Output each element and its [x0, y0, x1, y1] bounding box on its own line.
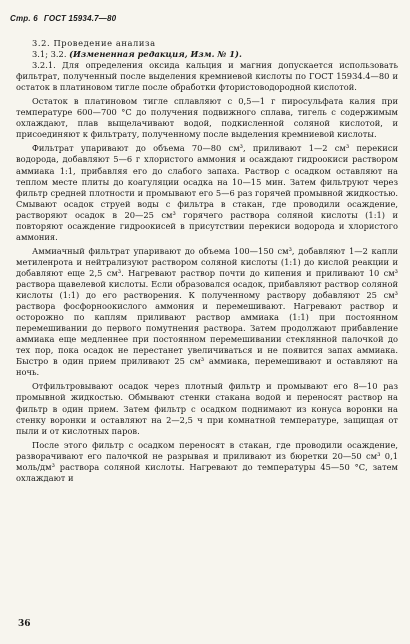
paragraph: Фильтрат упаривают до объема 70—80 см³, приливают 1—2 см³ перекиси водорода, добавляют 5—6 г хлористого аммония и осаждают гидроокиси раствором аммиака 1:1, прибавляя его до слабого запаха. Раствор с осадком оставляют на теплом месте плиты до коагуляции осадка на 10—15 мин. Затем фильтруют через фильтр средней плотности и промывают его 5—6 раз горячей промывной жидкостью. Смывают осадок струей воды с фильтра в стакан, где проводили осаждение, растворяют осадок в 20—25 см³ горячего раствора соляной кислоты (1:1) и повторяют осаждение гидроокисей в присутствии перекиси водорода и хлористого аммония.	[16, 143, 398, 242]
document-body	[16, 38, 398, 484]
amendment-note	[16, 49, 398, 60]
page-number: 36	[18, 619, 31, 629]
paragraph: Аммиачный фильтрат упаривают до объема 100—150 см³, добавляют 1—2 капли метиленрота и нейтрализуют раствором соляной кислоты (1:1) до кислой реакции и добавляют еще 2,5 см³. Нагревают раствор почти до кипения и приливают 10 см³ раствора щавелевой кислоты. Если образовался осадок, прибавляют раствор соляной кислоты (1:1) до его растворения. К полученному раствору добавляют 25 см³ раствора фосфорноокислого аммония и перемешивают. Нагревают раствор и осторожно по каплям приливают раствор аммиака (1:1) при постоянном перемешивании до первого помутнения раствора. Затем продолжают прибавление аммиака еще медленнее при постоянном перемешивании стеклянной палочкой до тех пор, пока осадок не перестанет увеличиваться и не появится запах аммиака. Быстро в один прием приливают 25 см³ аммиака, перемешивают и оставляют на ночь.	[16, 245, 398, 378]
page-label: Стр. 6	[10, 14, 38, 23]
paragraph: Остаток в платиновом тигле сплавляют с 0,5—1 г пиросульфата калия при температуре 600—700 °С до получения подвижного сплава, тигель с содержимым охлаждают, плав выщелачивают водой, подкисленной соляной кислотой, и присоединяют к фильтрату, полученному после выделения кремниевой кислоты.	[16, 96, 398, 140]
page-header	[10, 14, 116, 23]
paragraph: После этого фильтр с осадком переносят в стакан, где проводили осаждение, разворачивают его палочкой не разрывая и приливают из бюретки 20—50 см³ 0,1 моль/дм³ раствора соляной кислоты. Нагревают до температуры 45—50 °С, затем охлаждают и	[16, 439, 398, 483]
paragraph: Отфильтровывают осадок через плотный фильтр и промывают его 8—10 раз промывной жидкостью. Обмывают стенки стакана водой и переносят раствор на фильтр в один прием. Затем фильтр с осадком поднимают из конуса воронки на стенку воронки и оставляют на 2—2,5 ч при комнатной температуре, защищая от пыли и от кислотных паров.	[16, 381, 398, 436]
section-title: 3.2. Проведение анализа	[32, 38, 156, 48]
standard-number: ГОСТ 15934.7—80	[43, 14, 117, 23]
paragraph: 3.2.1. Для определения оксида кальция и магния допускается использовать фильтрат, полученный после выделения кремниевой кислоты по ГОСТ 15934.4—80 и остаток в платиновом тигле после обработки фтористоводородной кислотой.	[16, 60, 398, 93]
amendment-prefix: 3.1; 3.2.	[32, 49, 67, 60]
amendment-text: (Измененная редакция, Изм. № 1).	[69, 49, 242, 60]
